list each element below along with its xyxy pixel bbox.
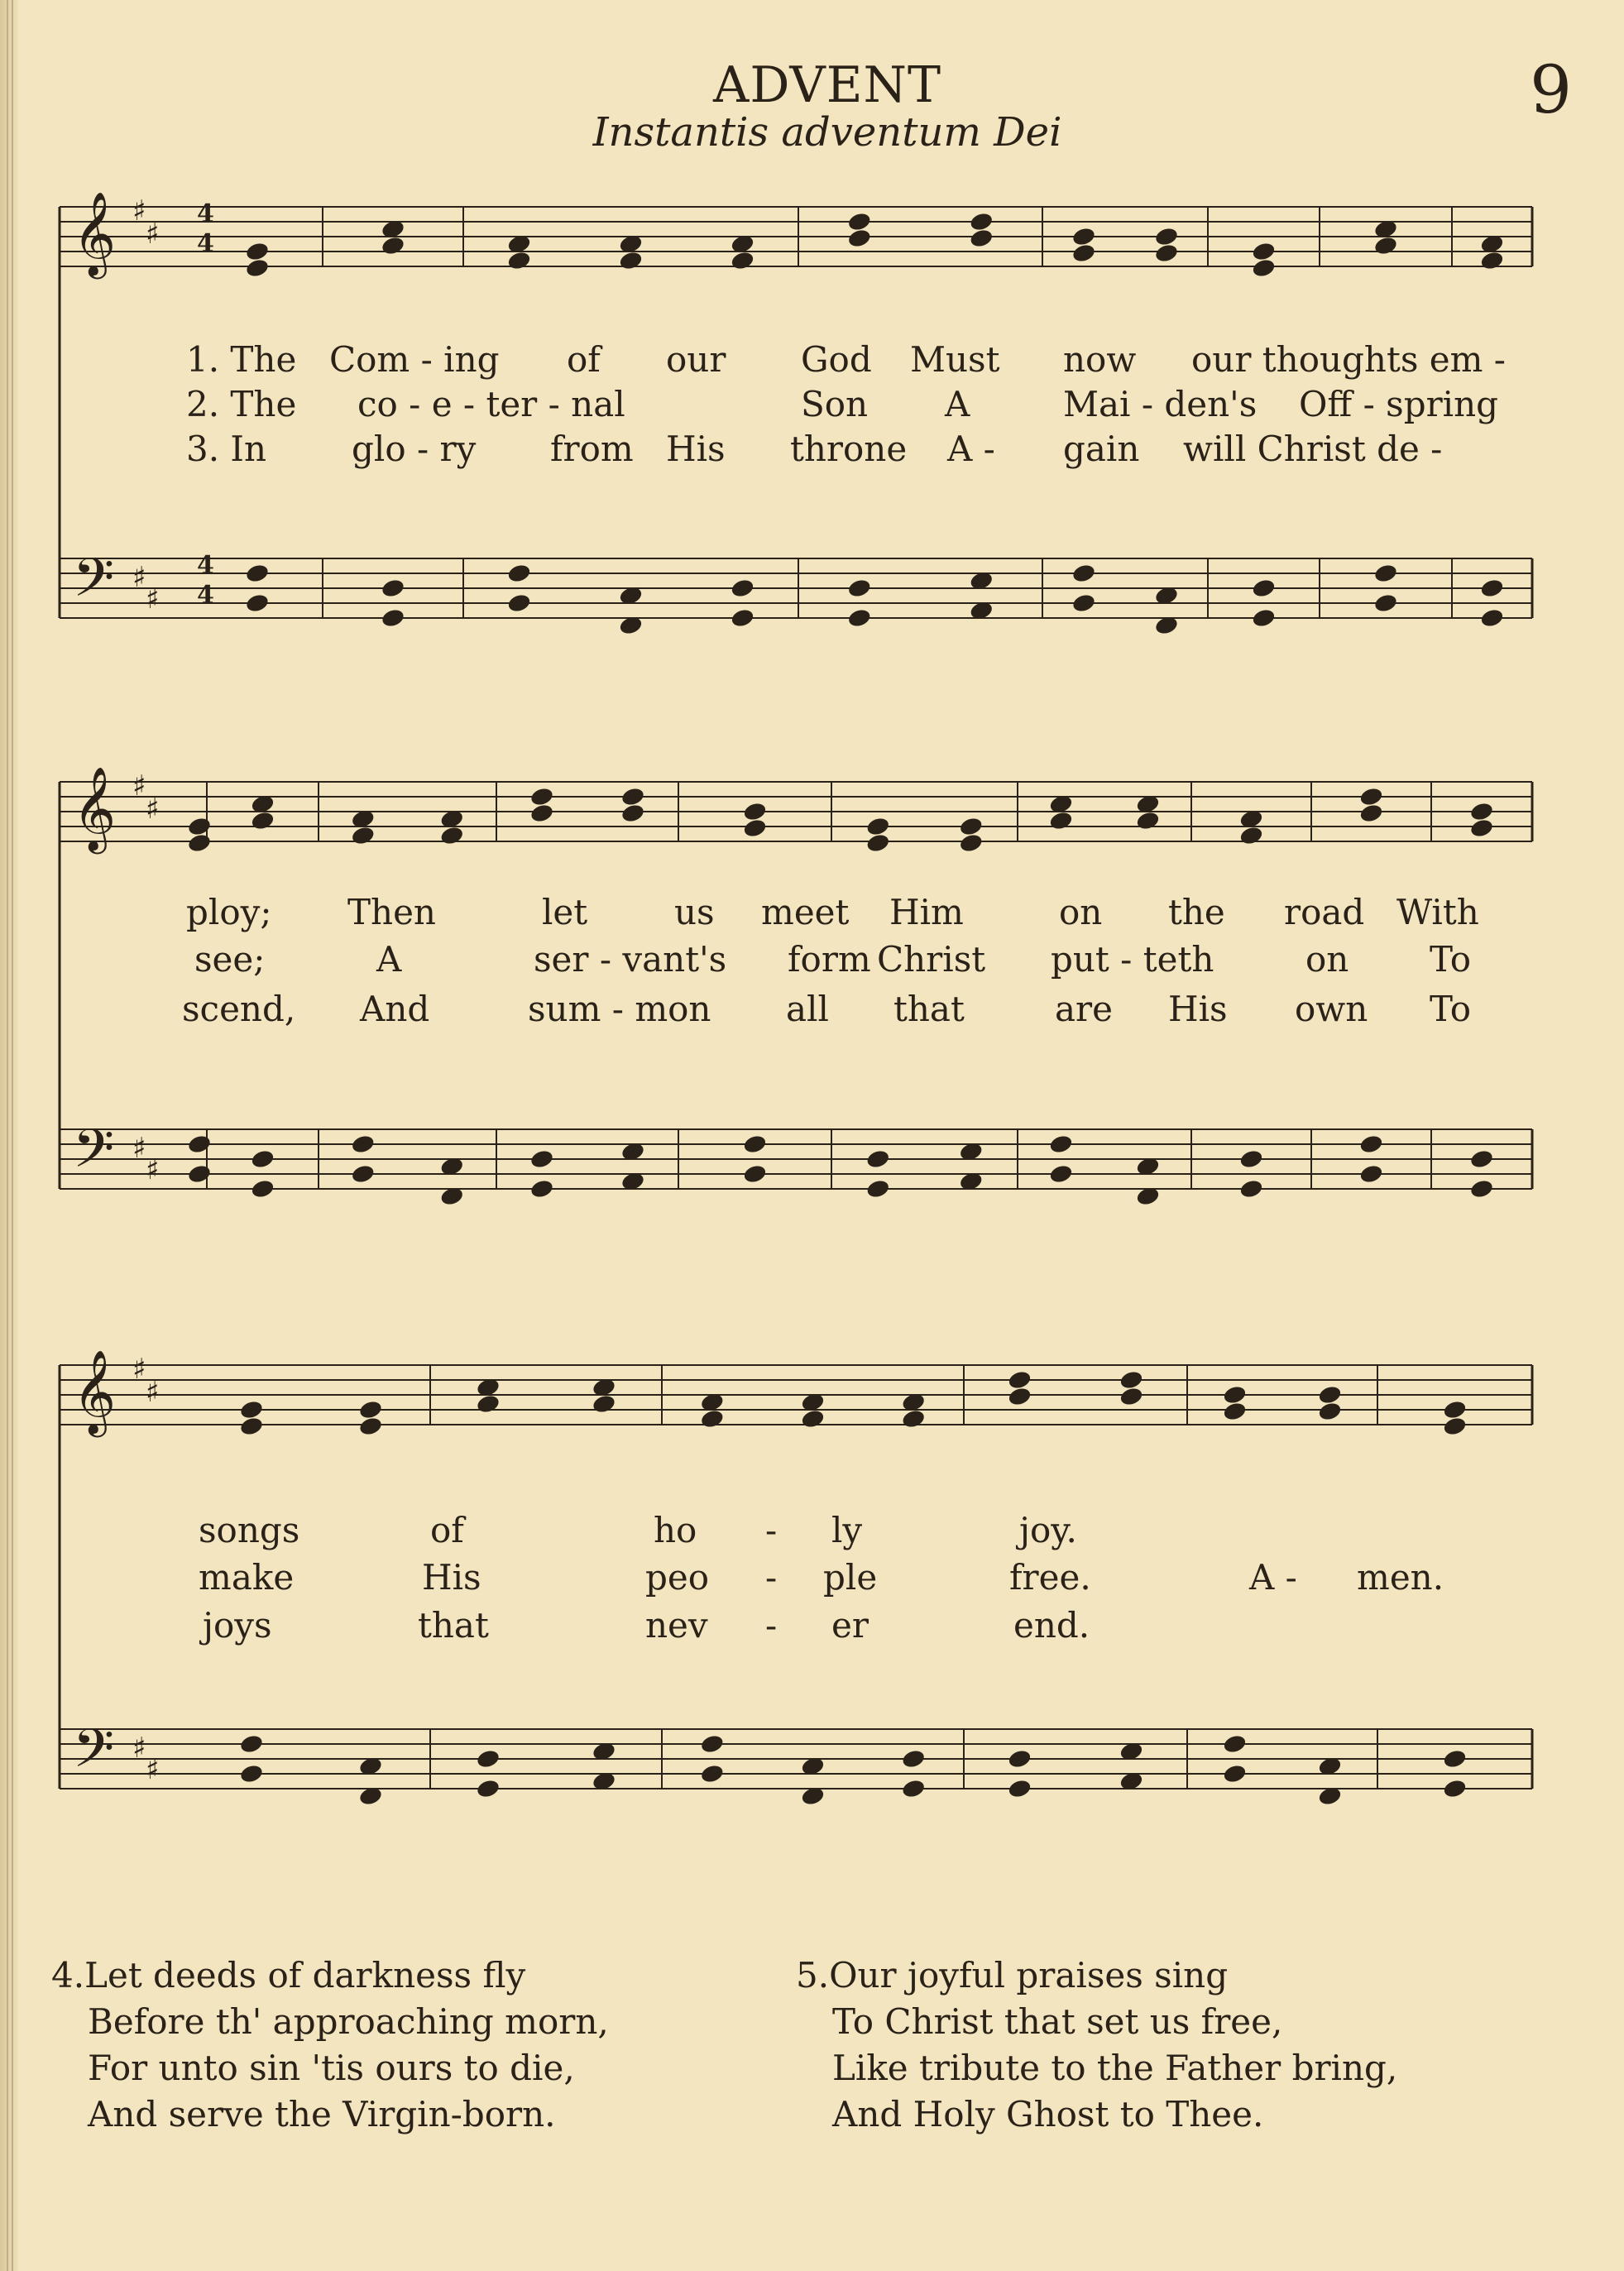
lyric-syllable: 1. The [186,339,297,380]
note-head [1007,1778,1032,1799]
lyric-syllable: To [1430,939,1472,980]
hymn-subtitle: Instantis adventum Dei [592,109,1062,156]
lyric-syllable: Then [347,892,436,932]
note-head [476,1393,501,1415]
lyric-syllable: A - [1249,1557,1297,1598]
note-head [958,816,984,837]
lyric-line [0,384,1624,425]
note-head [846,607,872,629]
lyric-syllable: throne [790,429,908,469]
sharp-icon: ♯ [146,582,160,616]
note-head [1373,563,1399,584]
treble-clef-icon: 𝄞 [73,190,117,275]
note-head [1007,1386,1032,1407]
lyric-syllable: all [786,989,829,1029]
lyric-syllable: scend, [182,989,296,1029]
note-head [1442,1399,1468,1421]
note-head [1071,592,1097,614]
time-signature: 4 [197,229,214,258]
lyric-syllable: A - [947,429,995,469]
lyric-syllable: Com - ing [329,339,500,380]
sharp-icon: ♯ [132,1732,146,1765]
lyric-syllable: And [360,989,430,1029]
lyric-syllable: our thoughts em - [1191,339,1506,380]
lyric-syllable: now [1063,339,1137,380]
note-head [506,563,532,584]
note-head [730,607,755,629]
lyric-syllable: road [1284,892,1365,932]
note-head [742,817,768,839]
lyric-line [0,339,1624,381]
sharp-icon: ♯ [132,769,146,803]
note-head [742,1163,768,1185]
hymn-title: ADVENT [712,56,942,114]
page-number: 9 [1530,51,1572,128]
note-head [245,592,271,614]
note-head [1154,242,1180,264]
lyric-line [0,429,1624,470]
note-head [1442,1778,1468,1799]
sharp-icon: ♯ [132,194,146,228]
lyric-syllable: meet [761,892,850,932]
note-head [239,1399,265,1421]
verse-line: Before th' approaching morn, [88,2001,609,2042]
time-signature: 4 [197,581,214,610]
note-head [592,1393,617,1415]
note-head [1071,242,1097,264]
note-head [381,607,406,629]
verse-line: Our joyful praises sing [829,1955,1229,1996]
note-head [1154,226,1180,247]
note-head [958,832,984,854]
note-head [381,235,406,256]
note-head [865,832,891,854]
verse-line: To Christ that set us free, [832,2001,1283,2042]
lyric-syllable: peo [645,1557,710,1598]
note-head [1135,810,1161,831]
note-head [1071,563,1097,584]
lyric-syllable: will Christ de - [1183,429,1443,469]
note-head [529,1178,555,1200]
treble-clef-icon: 𝄞 [73,1349,117,1434]
note-head [1373,235,1399,256]
note-head [1007,1369,1032,1391]
verse-line: And Holy Ghost to Thee. [832,2094,1264,2134]
sharp-icon: ♯ [132,1132,146,1165]
note-head [1119,1386,1144,1407]
lyric-syllable: are [1055,989,1113,1029]
lyric-syllable: free. [1009,1557,1091,1598]
note-head [730,577,755,599]
verse-line: And serve the Virgin-born. [88,2094,556,2134]
note-head [350,1163,376,1185]
note-head [618,250,644,271]
note-head [1469,1178,1495,1200]
note-head [529,1148,555,1170]
lyric-syllable: ly [831,1510,863,1550]
sharp-icon: ♯ [146,1753,160,1786]
lyric-syllable: songs [199,1510,300,1550]
note-head [239,1416,265,1437]
lyric-syllable: us [674,892,715,932]
lyric-syllable: on [1305,939,1349,980]
time-signature: 4 [197,551,214,580]
lyric-syllable: from [550,429,634,469]
note-head [439,825,465,846]
lyric-syllable: joy. [1019,1510,1077,1550]
note-head [1442,1748,1468,1770]
lyric-line [0,1510,1624,1551]
note-head [245,241,271,262]
verse-4 [51,1952,609,2138]
note-head [245,563,271,584]
lyric-syllable: that [418,1605,489,1646]
note-head [187,832,213,854]
note-head [1479,607,1505,629]
note-head [1251,241,1277,262]
note-head [476,1748,501,1770]
lyric-syllable: form [788,939,871,980]
note-head [1222,1763,1248,1785]
note-head [901,1748,927,1770]
note-head [620,786,646,807]
lyric-syllable: glo - ry [352,429,477,469]
note-head [700,1408,726,1430]
note-head [1251,257,1277,279]
sharp-icon: ♯ [132,561,146,594]
lyric-syllable: His [422,1557,481,1598]
sharp-icon: ♯ [146,1376,160,1409]
note-head [381,577,406,599]
note-head [901,1778,927,1799]
lyric-syllable: Off - spring [1299,384,1499,424]
bass-clef-icon: 𝄢 [73,548,115,622]
lyric-syllable: - [765,1557,778,1598]
note-head [506,250,532,271]
note-head [1373,592,1399,614]
note-head [187,816,213,837]
note-head [1317,1401,1343,1422]
note-head [742,1133,768,1155]
verse-line: Let deeds of darkness fly [84,1955,526,1996]
note-head [1479,577,1505,599]
note-head [1048,810,1074,831]
lyric-syllable: 2. The [186,384,297,424]
note-head [1358,1163,1384,1185]
note-head [187,1133,213,1155]
note-head [620,803,646,824]
lyric-syllable: Him [889,892,964,932]
note-head [1479,250,1505,271]
lyric-syllable: the [1168,892,1225,932]
lyric-syllable: gain [1063,429,1140,469]
note-head [901,1408,927,1430]
note-head [350,825,376,846]
note-head [700,1733,726,1755]
lyric-syllable: sum - mon [528,989,711,1029]
lyric-syllable: 3. In [186,429,267,469]
note-head [742,801,768,822]
sharp-icon: ♯ [146,793,160,826]
sharp-icon: ♯ [146,1153,160,1186]
note-head [350,1133,376,1155]
note-head [506,592,532,614]
lyric-syllable: nev [645,1605,708,1646]
lyric-line [0,989,1624,1030]
note-head [529,803,555,824]
note-head [846,211,872,232]
lyric-syllable: ple [823,1557,878,1598]
lyric-syllable: on [1059,892,1103,932]
lyric-line [0,892,1624,933]
note-head [529,786,555,807]
note-head [1238,825,1264,846]
note-head [1251,577,1277,599]
note-head [865,1148,891,1170]
note-head [1222,1733,1248,1755]
verse-number: 4. [51,1955,85,1996]
note-head [476,1778,501,1799]
lyric-syllable: His [1168,989,1228,1029]
note-head [1251,607,1277,629]
lyric-syllable: let [542,892,588,932]
note-head [1007,1748,1032,1770]
note-head [1048,1163,1074,1185]
note-head [250,810,275,831]
note-head [1222,1384,1248,1406]
lyric-syllable: men. [1357,1557,1444,1598]
lyric-syllable: A [376,939,402,980]
lyric-syllable: God [801,339,872,380]
note-head [358,1399,384,1421]
note-head [358,1416,384,1437]
lyric-syllable: With [1396,892,1479,932]
lyric-syllable: of [567,339,601,380]
lyric-syllable: ho [654,1510,697,1550]
note-head [239,1733,265,1755]
treble-clef-icon: 𝄞 [73,765,117,850]
note-head [969,211,994,232]
verse-line: Like tribute to the Father bring, [832,2048,1398,2088]
verse-number: 5. [796,1955,830,1996]
lyric-line [0,939,1624,980]
note-head [1469,801,1495,822]
lyric-syllable: our [666,339,726,380]
lyric-syllable: put - teth [1051,939,1214,980]
sharp-icon: ♯ [146,218,160,251]
sharp-icon: ♯ [132,1353,146,1386]
note-head [1071,226,1097,247]
note-head [1442,1416,1468,1437]
note-head [187,1163,213,1185]
lyric-syllable: Mai - den's [1063,384,1258,424]
note-head [250,1178,275,1200]
lyric-syllable: ploy; [186,892,272,932]
note-head [1238,1178,1264,1200]
note-head [969,228,994,249]
note-head [250,1148,275,1170]
verse-line: For unto sin 'tis ours to die, [88,2048,575,2088]
lyric-syllable: er [831,1605,869,1646]
note-head [846,577,872,599]
bass-clef-icon: 𝄢 [73,1119,115,1193]
note-head [1469,817,1495,839]
note-head [1048,1133,1074,1155]
lyric-syllable: To [1430,989,1472,1029]
note-head [245,257,271,279]
lyric-syllable: - [765,1605,778,1646]
verse-5 [796,1952,1397,2138]
lyric-line [0,1605,1624,1646]
note-head [730,250,755,271]
bass-clef-icon: 𝄢 [73,1718,115,1793]
note-head [1358,1133,1384,1155]
lyric-syllable: Christ [877,939,986,980]
lyric-syllable: make [199,1557,295,1598]
note-head [846,228,872,249]
note-head [865,816,891,837]
lyric-syllable: - [765,1510,778,1550]
lyric-syllable: of [430,1510,464,1550]
note-head [800,1408,826,1430]
note-head [1469,1148,1495,1170]
lyric-syllable: A [945,384,970,424]
lyric-syllable: ser - vant's [534,939,727,980]
time-signature: 4 [197,199,214,228]
note-head [1119,1369,1144,1391]
lyric-syllable: end. [1013,1605,1090,1646]
note-head [1358,786,1384,807]
note-head [1238,1148,1264,1170]
note-head [1358,803,1384,824]
lyric-syllable: Must [910,339,1000,380]
lyric-syllable: see; [194,939,266,980]
lyric-line [0,1557,1624,1598]
lyric-syllable: His [666,429,726,469]
note-head [1317,1384,1343,1406]
lyric-syllable: joys [203,1605,272,1646]
lyric-syllable: Son [801,384,869,424]
lyric-syllable: own [1295,989,1368,1029]
note-head [1222,1401,1248,1422]
note-head [239,1763,265,1785]
note-head [865,1178,891,1200]
lyric-syllable: co - e - ter - nal [357,384,625,424]
lyric-syllable: that [893,989,965,1029]
note-head [700,1763,726,1785]
